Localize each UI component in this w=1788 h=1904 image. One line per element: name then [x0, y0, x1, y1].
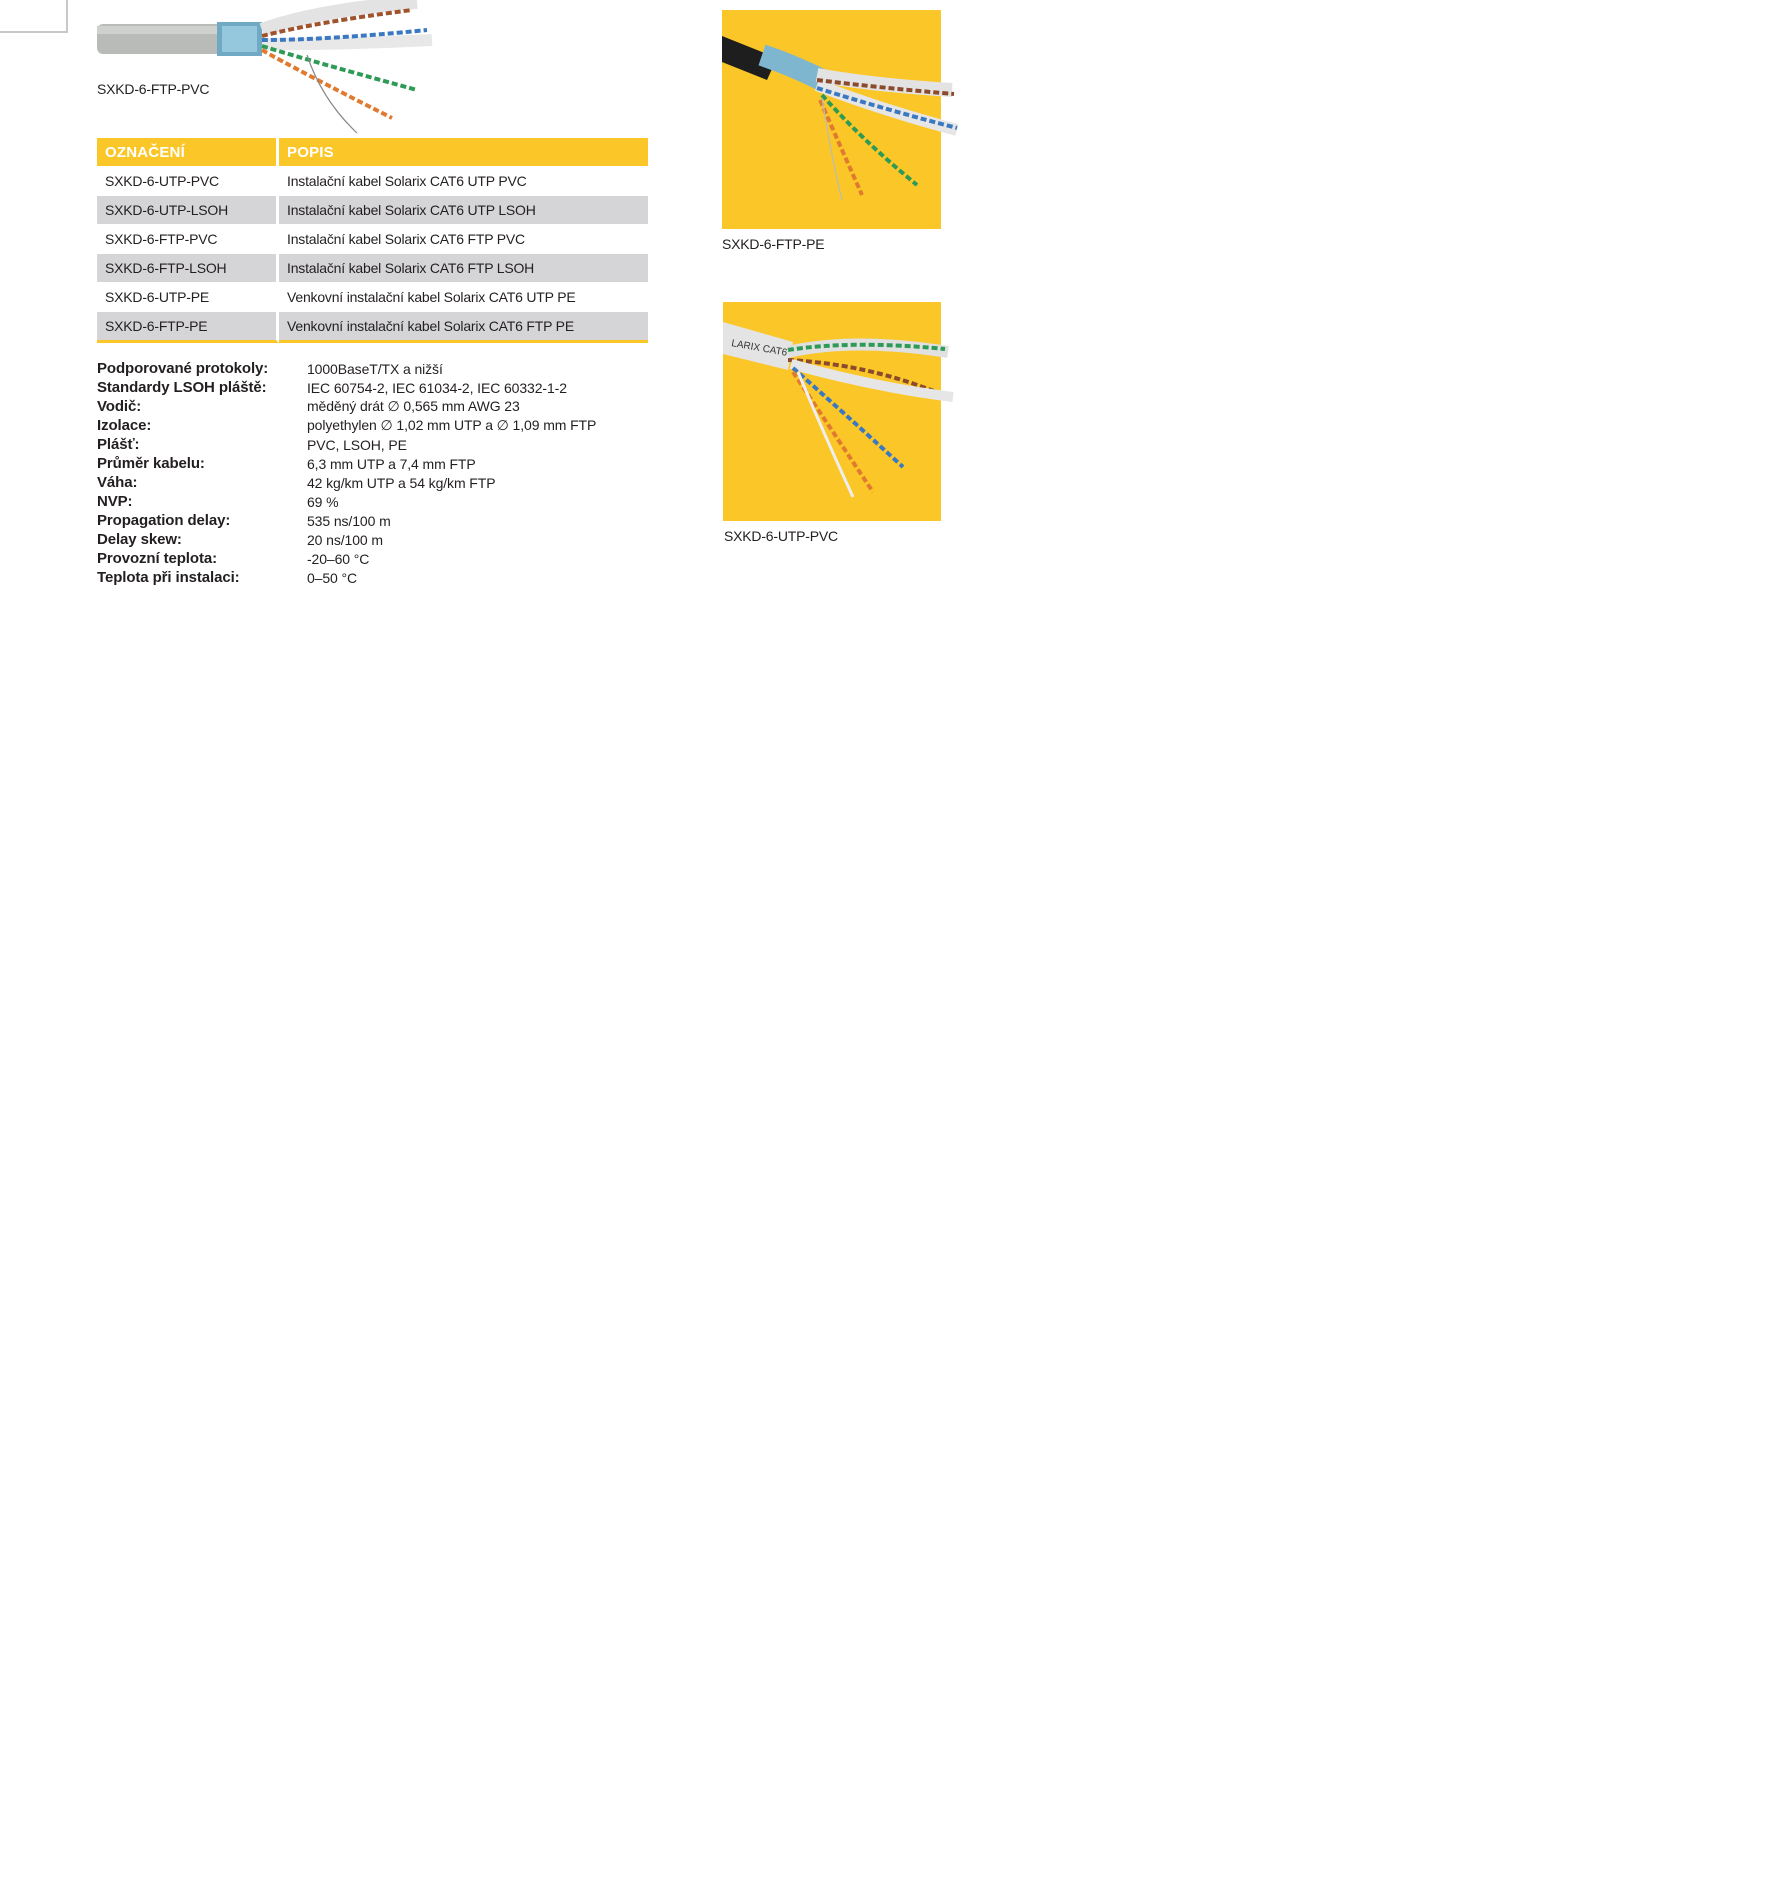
spec-value: IEC 60754-2, IEC 61034-2, IEC 60332-1-2	[307, 379, 567, 396]
image-caption-ftp-pe: SXKD-6-FTP-PE	[722, 236, 825, 252]
spec-label: Delay skew:	[97, 531, 182, 548]
spec-row	[97, 397, 596, 416]
spec-value: 20 ns/100 m	[307, 531, 383, 548]
spec-value: 6,3 mm UTP a 7,4 mm FTP	[307, 455, 476, 472]
spec-value: 0–50 °C	[307, 569, 358, 586]
spec-row	[97, 530, 596, 549]
spec-label: Váha:	[97, 474, 138, 491]
spec-value: 42 kg/km UTP a 54 kg/km FTP	[307, 474, 496, 491]
spec-row	[97, 454, 596, 473]
spec-list	[97, 359, 596, 587]
cell-description: Instalační kabel Solarix CAT6 FTP LSOH	[279, 253, 648, 282]
cable-utp-pvc-photo	[723, 302, 963, 522]
spec-row	[97, 359, 596, 378]
image-caption-utp-pvc: SXKD-6-UTP-PVC	[724, 528, 838, 544]
svg-text:LARIX CAT6: LARIX CAT6	[730, 338, 789, 359]
cable-ftp-pvc-photo	[97, 0, 437, 135]
spec-value: 69 %	[307, 493, 339, 510]
spec-row	[97, 378, 596, 397]
cell-designation: SXKD-6-FTP-PE	[97, 311, 279, 343]
crop-mark	[0, 0, 68, 33]
cell-description: Instalační kabel Solarix CAT6 UTP PVC	[279, 166, 648, 195]
column-header-designation: OZNAČENÍ	[97, 138, 279, 166]
spec-row	[97, 549, 596, 568]
table-row	[97, 282, 648, 311]
table-row	[97, 253, 648, 282]
spec-value: měděný drát ∅ 0,565 mm AWG 23	[307, 398, 520, 414]
spec-label: Provozní teplota:	[97, 550, 217, 567]
spec-row	[97, 435, 596, 454]
cell-description: Venkovní instalační kabel Solarix CAT6 FTP PE	[279, 311, 648, 343]
spec-value: PVC, LSOH, PE	[307, 436, 407, 453]
spec-label: Standardy LSOH pláště:	[97, 379, 267, 396]
spec-row	[97, 568, 596, 587]
cell-designation: SXKD-6-UTP-LSOH	[97, 195, 279, 224]
spec-label: Podporované protokoly:	[97, 360, 269, 377]
column-header-description: POPIS	[279, 138, 648, 166]
spec-label: Izolace:	[97, 417, 152, 434]
cell-description: Venkovní instalační kabel Solarix CAT6 UTP PE	[279, 282, 648, 311]
spec-value: 1000BaseT/TX a nižší	[307, 360, 443, 377]
cell-description: Instalační kabel Solarix CAT6 FTP PVC	[279, 224, 648, 253]
spec-value: -20–60 °C	[307, 550, 370, 567]
spec-label: Vodič:	[97, 398, 142, 415]
spec-row	[97, 492, 596, 511]
spec-value: 535 ns/100 m	[307, 512, 391, 529]
spec-value: polyethylen ∅ 1,02 mm UTP a ∅ 1,09 mm FTP	[307, 417, 597, 433]
cell-designation: SXKD-6-UTP-PVC	[97, 166, 279, 195]
spec-row	[97, 473, 596, 492]
image-caption-ftp-pvc: SXKD-6-FTP-PVC	[97, 81, 210, 97]
spec-label: Teplota při instalaci:	[97, 569, 240, 586]
spec-row	[97, 511, 596, 530]
table-row	[97, 224, 648, 253]
cell-designation: SXKD-6-FTP-PVC	[97, 224, 279, 253]
cell-description: Instalační kabel Solarix CAT6 UTP LSOH	[279, 195, 648, 224]
spec-label: Průměr kabelu:	[97, 455, 205, 472]
cell-designation: SXKD-6-FTP-LSOH	[97, 253, 279, 282]
spec-label: Plášť:	[97, 436, 140, 453]
table-row	[97, 311, 648, 343]
spec-row	[97, 416, 596, 435]
table-header-row	[97, 138, 648, 166]
table-row	[97, 195, 648, 224]
product-table	[97, 138, 648, 343]
spec-label: NVP:	[97, 493, 133, 510]
cable-ftp-pe-photo	[722, 10, 962, 230]
spec-label: Propagation delay:	[97, 512, 231, 529]
cell-designation: SXKD-6-UTP-PE	[97, 282, 279, 311]
table-row	[97, 166, 648, 195]
